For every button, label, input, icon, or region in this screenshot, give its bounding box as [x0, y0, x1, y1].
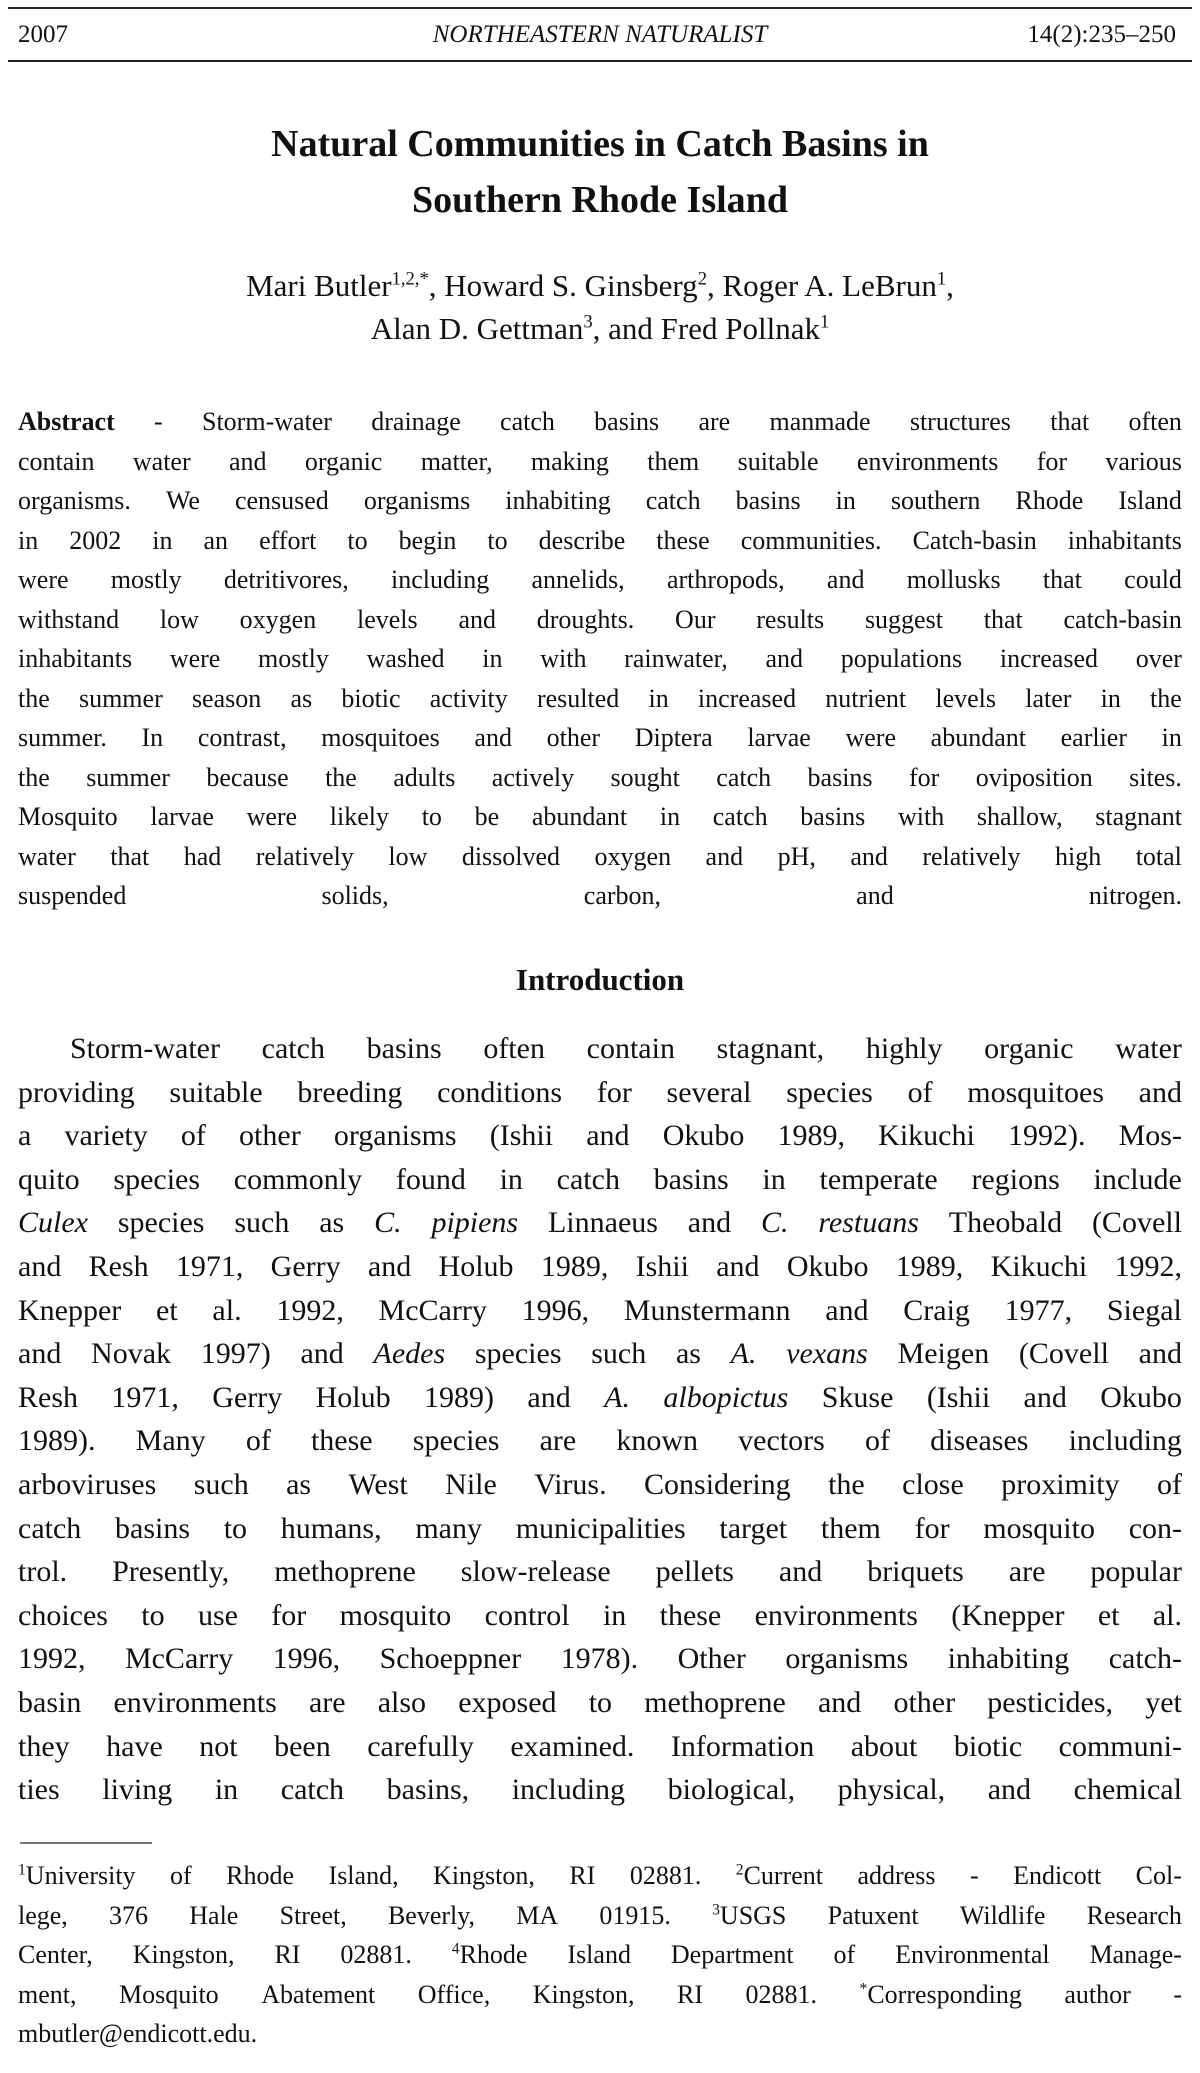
- text-line: contain water and organic matter, making them suitable environments for various: [18, 446, 1182, 476]
- footnote-rule: [20, 1842, 152, 1844]
- text-line: basin environments are also exposed to methoprene and other pesticides, yet: [18, 1685, 1182, 1719]
- journal-citation: 14(2):235–250: [1027, 21, 1176, 48]
- journal-year: 2007: [18, 21, 68, 48]
- text-line: trol. Presently, methoprene slow-release pellets and briquets are popular: [18, 1555, 1182, 1589]
- text-line: 1992, McCarry 1996, Schoeppner 1978). Other organisms inhabiting catch-: [18, 1642, 1182, 1676]
- footnote-line: $^1$University of Rhode Island, Kingston, RI 02881. $^2$Current address - Endicott Col-: [18, 1861, 1182, 1890]
- introduction-body: [18, 1027, 1182, 1812]
- text-line: were mostly detritivores, including annelids, arthropods, and mollusks that could: [18, 565, 1182, 594]
- author-name: Roger A. LeBrun: [722, 268, 937, 303]
- section-heading-introduction: Introduction: [515, 962, 685, 997]
- footnote-line: mbutler@endicott.edu.: [18, 2019, 258, 2048]
- author-affiliation: 1: [936, 268, 947, 290]
- abstract: [18, 402, 1182, 916]
- text-line: a variety of other organisms (Ishii and Okubo 1989, Kikuchi 1992). Mos-: [18, 1119, 1182, 1153]
- title-line-1: Natural Communities in Catch Basins in: [271, 123, 929, 165]
- text-line: Storm-water catch basins often contain stagnant, highly organic water: [70, 1032, 1182, 1065]
- text-line: organisms. We censused organisms inhabiting catch basins in southern Rhode Island: [18, 486, 1182, 515]
- footnote-line: ment, Mosquito Abatement Office, Kingston, RI 02881. *Corresponding author -: [18, 1979, 1182, 2009]
- text-line: inhabitants were mostly washed in with rainwater, and populations increased over: [18, 644, 1182, 673]
- text-line: providing suitable breeding conditions for several species of mosquitoes and: [18, 1075, 1182, 1109]
- author-affiliation: 3: [583, 311, 593, 333]
- header-bottom-rule: [8, 60, 1192, 62]
- author-list: [0, 264, 1200, 350]
- text-line: Resh 1971, Gerry Holub 1989) and A. albopictus Skuse (Ishii and Okubo: [18, 1380, 1182, 1414]
- author-affiliation: 1: [819, 311, 830, 333]
- text-line: in 2002 in an effort to begin to describe these communities. Catch-basin inhabitants: [18, 525, 1182, 555]
- abstract-label: Abstract: [18, 407, 115, 436]
- text-line: they have not been carefully examined. Information about biotic communi-: [18, 1729, 1182, 1763]
- author-affiliation: 1,2,*: [391, 268, 429, 290]
- text-line: the summer because the adults actively sought catch basins for oviposition sites.: [18, 762, 1182, 792]
- text-line: withstand low oxygen levels and droughts. Our results suggest that catch-basin: [18, 604, 1182, 634]
- text-line: Knepper et al. 1992, McCarry 1996, Munstermann and Craig 1977, Siegal: [18, 1293, 1182, 1327]
- author-separator: ,: [946, 268, 954, 303]
- text-line: choices to use for mosquito control in these environments (Knepper et al.: [18, 1598, 1182, 1632]
- text-line: 1989). Many of these species are known vectors of diseases including: [18, 1424, 1182, 1458]
- text-line: and Resh 1971, Gerry and Holub 1989, Ishii and Okubo 1989, Kikuchi 1992,: [18, 1249, 1182, 1283]
- article-title: [0, 116, 1200, 228]
- text-line: water that had relatively low dissolved oxygen and pH, and relatively high total: [18, 841, 1182, 871]
- text-line: Abstract - Storm-water drainage catch basins are manmade structures that often: [18, 402, 1182, 442]
- journal-name: NORTHEASTERN NATURALIST: [432, 21, 768, 48]
- text-line: the summer season as biotic activity resulted in increased nutrient levels later in the: [18, 683, 1182, 713]
- author-line-1: [0, 264, 1200, 307]
- author-name: Fred Pollnak: [660, 311, 820, 346]
- text-line: summer. In contrast, mosquitoes and other Diptera larvae were abundant earlier in: [18, 723, 1182, 752]
- footnotes: [18, 1856, 1182, 2054]
- author-name: Howard S. Ginsberg: [444, 268, 698, 303]
- text-line: Culex species such as C. pipiens Linnaeus and C. restuans Theobald (Covell: [18, 1206, 1182, 1240]
- header-top-rule: [8, 7, 1192, 9]
- author-separator: , and: [592, 311, 661, 346]
- text-line: arboviruses such as West Nile Virus. Considering the close proximity of: [18, 1467, 1182, 1501]
- author-name: Mari Butler: [246, 268, 392, 303]
- text-line: suspended solids, carbon, and nitrogen.: [18, 881, 1182, 910]
- footnote-line: lege, 376 Hale Street, Beverly, MA 01915. $^3$USGS Patuxent Wildlife Research: [18, 1900, 1182, 1930]
- text-line: quito species commonly found in catch basins in temperate regions include: [18, 1162, 1182, 1196]
- text-line: ties living in catch basins, including biological, physical, and chemical: [18, 1773, 1182, 1807]
- author-separator: ,: [428, 268, 445, 303]
- text-line: and Novak 1997) and Aedes species such as A. vexans Meigen (Covell and: [18, 1337, 1182, 1371]
- title-line-2: Southern Rhode Island: [412, 179, 788, 221]
- author-line-2: [0, 307, 1200, 350]
- footnote-line: Center, Kingston, RI 02881. $^4$Rhode Island Department of Environmental Manage-: [18, 1940, 1182, 1969]
- author-name: Alan D. Gettman: [370, 311, 584, 346]
- author-affiliation: 2: [697, 268, 707, 290]
- text-line: Mosquito larvae were likely to be abundant in catch basins with shallow, stagnant: [18, 802, 1182, 831]
- author-separator: ,: [706, 268, 723, 303]
- text-line: catch basins to humans, many municipalities target them for mosquito con-: [18, 1511, 1182, 1545]
